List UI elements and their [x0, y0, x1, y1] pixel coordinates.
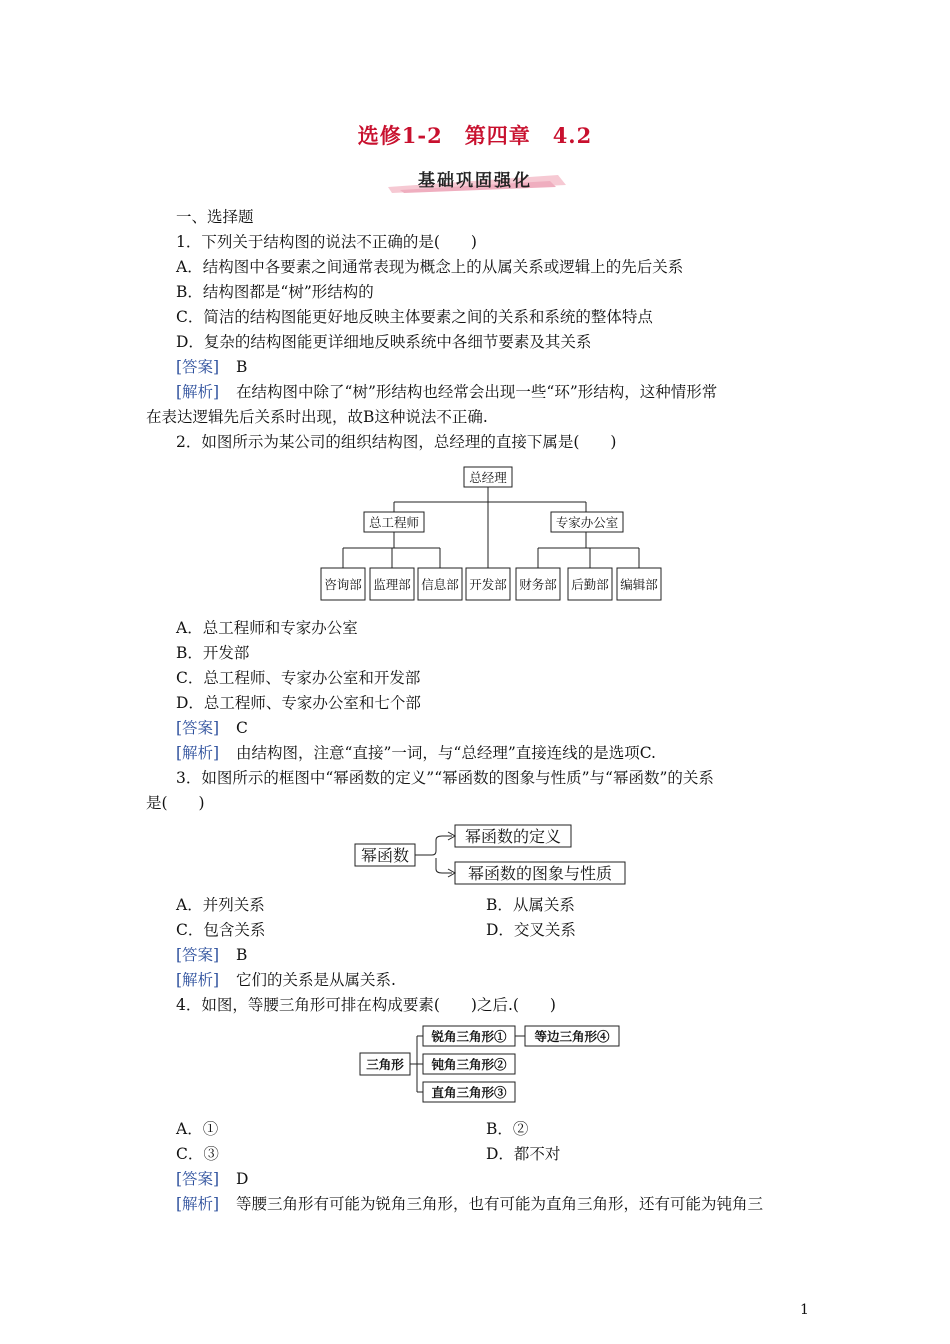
q3-option-d: D．交叉关系: [486, 921, 576, 939]
section-heading: 一、选择题: [176, 208, 254, 226]
q4-option-a: A．①: [176, 1120, 219, 1138]
q1-stem: 1．下列关于结构图的说法不正确的是( ): [176, 233, 477, 251]
answer-value: B: [236, 946, 248, 964]
q3-analysis: [176, 970, 396, 990]
org-leaf-7: 编辑部: [620, 577, 658, 592]
analysis-tag: [解析]: [176, 383, 220, 401]
analysis-text: 在结构图中除了“树”形结构也经常会出现一些“环”形结构，这种情形常: [236, 383, 718, 401]
org-leaf-5: 财务部: [519, 577, 557, 592]
q4-analysis: [176, 1194, 763, 1214]
answer-value: C: [236, 719, 248, 737]
q4-option-c: C．③: [176, 1145, 219, 1163]
q1-analysis-continued: 在表达逻辑先后关系时出现，故B这种说法不正确.: [146, 408, 488, 426]
q3-stem-continued: 是( ): [146, 794, 205, 812]
answer-tag: [答案]: [176, 946, 220, 964]
analysis-tag: [解析]: [176, 971, 220, 989]
page-number: 1: [800, 1302, 809, 1318]
q4-option-b: B．②: [486, 1120, 529, 1138]
answer-tag: [答案]: [176, 358, 220, 376]
analysis-text: 等腰三角形有可能为锐角三角形，也有可能为直角三角形，还有可能为钝角三: [236, 1195, 764, 1213]
analysis-tag: [解析]: [176, 1195, 220, 1213]
q1-option-b: B．结构图都是“树”形结构的: [176, 283, 374, 301]
power-child-1-label: 幂函数的定义: [464, 827, 562, 846]
q1-answer: [176, 357, 247, 377]
q2-option-b: B．开发部: [176, 644, 250, 662]
q1-analysis: [176, 382, 717, 402]
q2-option-a: A．总工程师和专家办公室: [176, 619, 358, 637]
analysis-text: 由结构图，注意“直接”一词，与“总经理”直接连线的是选项C.: [236, 744, 656, 762]
analysis-text: 它们的关系是从属关系.: [236, 971, 396, 989]
q2-analysis: [176, 743, 656, 763]
q2-option-d: D．总工程师、专家办公室和七个部: [176, 694, 421, 712]
q4-option-d: D．都不对: [486, 1145, 561, 1163]
q1-option-c: C．简洁的结构图能更好地反映主体要素之间的关系和系统的整体特点: [176, 308, 653, 326]
page-title: 选修1-2 第四章 4.2: [357, 123, 593, 148]
answer-value: D: [236, 1170, 249, 1188]
triangle-child-2-label: 钝角三角形②: [431, 1057, 507, 1072]
q1-option-d: D．复杂的结构图能更详细地反映系统中各细节要素及其关系: [176, 333, 592, 351]
q1-option-a: A．结构图中各要素之间通常表现为概念上的从属关系或逻辑上的先后关系: [176, 258, 684, 276]
q2-option-c: C．总工程师、专家办公室和开发部: [176, 669, 421, 687]
org-leaf-3: 信息部: [421, 577, 459, 592]
power-root-label: 幂函数: [360, 846, 410, 865]
org-root-label: 总经理: [469, 470, 507, 485]
org-leaf-1: 咨询部: [324, 577, 362, 592]
answer-value: B: [236, 358, 248, 376]
triangle-root-label: 三角形: [366, 1057, 404, 1072]
answer-tag: [答案]: [176, 1170, 220, 1188]
section-banner: 基础巩固强化: [418, 171, 532, 191]
org-leaf-4: 开发部: [469, 577, 507, 592]
power-function-diagram: [352, 820, 628, 888]
q2-stem: 2．如图所示为某公司的组织结构图，总经理的直接下属是( ): [176, 433, 617, 451]
triangle-grandchild-label: 等边三角形④: [534, 1029, 610, 1044]
q3-answer: [176, 945, 247, 965]
power-child-2-label: 幂函数的图象与性质: [467, 864, 613, 883]
q3-option-b: B．从属关系: [486, 896, 575, 914]
triangle-child-3-label: 直角三角形③: [431, 1085, 507, 1100]
triangle-diagram: [357, 1022, 625, 1106]
q4-stem: 4．如图，等腰三角形可排在构成要素( )之后.( ): [176, 996, 556, 1014]
analysis-tag: [解析]: [176, 744, 220, 762]
org-mid-left-label: 总工程师: [368, 515, 420, 530]
org-leaf-2: 监理部: [373, 577, 411, 592]
org-leaf-6: 后勤部: [571, 577, 609, 592]
org-mid-right-label: 专家办公室: [555, 515, 619, 530]
q2-answer: [176, 718, 248, 738]
org-chart-diagram: [314, 464, 664, 604]
answer-tag: [答案]: [176, 719, 220, 737]
triangle-child-1-label: 锐角三角形①: [431, 1029, 507, 1044]
q3-option-c: C．包含关系: [176, 921, 266, 939]
q3-stem: 3．如图所示的框图中“幂函数的定义”“幂函数的图象与性质”与“幂函数”的关系: [176, 769, 714, 787]
q4-answer: [176, 1169, 248, 1189]
q3-option-a: A．并列关系: [176, 896, 265, 914]
